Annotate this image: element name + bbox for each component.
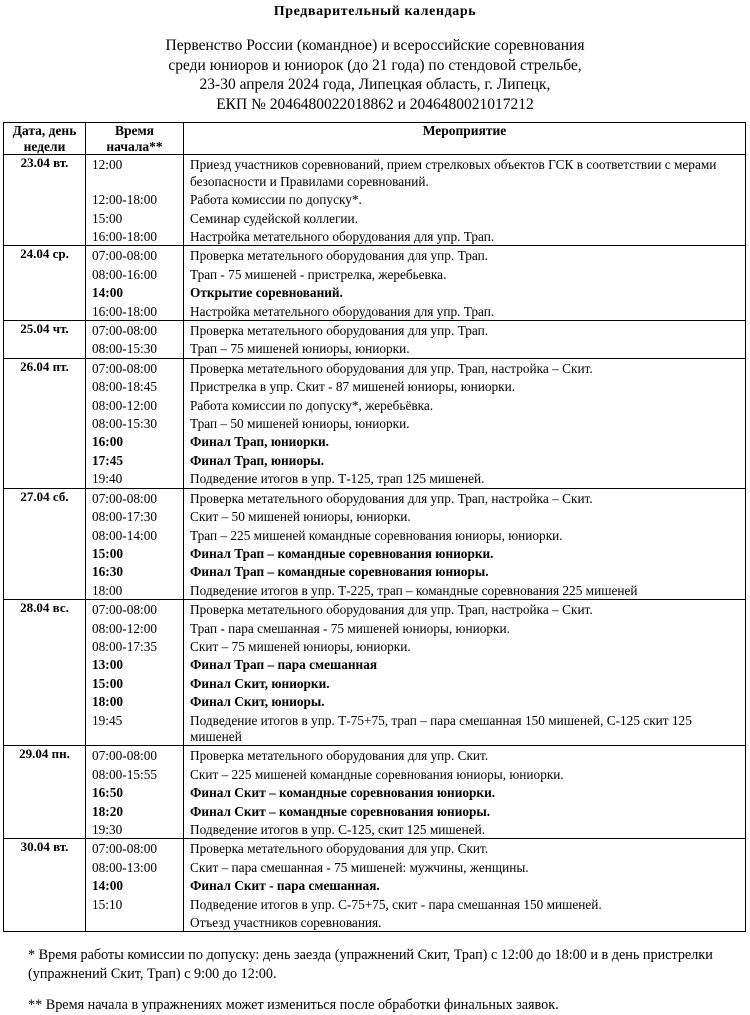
table-row — [4, 488, 746, 599]
entry-event: Финал Скит – командные соревнования юниорки. — [190, 785, 496, 801]
entry-time: 07:00-08:00 — [92, 360, 158, 376]
cell-event-list — [184, 746, 746, 839]
cell-date: 23.04 вт. — [4, 155, 86, 246]
schedule-table-head — [4, 123, 746, 155]
entry-event: Трап - пара смешанная - 75 мишеней юниоры, юниорки. — [190, 620, 510, 636]
column-header-time-line2: начала** — [106, 138, 163, 154]
cell-date: 25.04 чт. — [4, 321, 86, 359]
table-row — [4, 600, 746, 746]
cell-event-list — [184, 155, 746, 246]
entry-event: Подведение итогов в упр. С-125, скит 125 мишеней. — [190, 822, 486, 837]
entry-time — [86, 913, 183, 915]
entry-time: 08:00-14:00 — [92, 527, 158, 543]
cell-time-list — [86, 746, 184, 839]
footnote-single-asterisk: * Время работы комиссии по допуску: день заезда (упражнений Скит, Трап) с 12:00 до 18:00 и в день пристрелки (упражнений Скит, Трап) с 9:00 до 12:00. — [28, 947, 713, 983]
entry-event: Финал Скит – командные соревнования юниоры. — [190, 803, 491, 819]
entry-time: 17:45 — [92, 452, 124, 468]
cell-date: 26.04 пт. — [4, 358, 86, 488]
entry-time: 08:00-17:35 — [92, 638, 158, 654]
cell-time-list — [86, 246, 184, 321]
entry-time: 07:00-08:00 — [92, 602, 158, 618]
entry-time: 07:00-08:00 — [92, 490, 158, 506]
entry-time: 08:00-15:30 — [92, 341, 158, 357]
cell-time-list — [86, 358, 184, 488]
entry-event: Трап – 50 мишеней юниоры, юниорки. — [190, 416, 410, 432]
schedule-table-body — [4, 155, 746, 932]
entry-time: 15:10 — [92, 896, 123, 912]
cell-time-list — [86, 839, 184, 932]
entry-time: 13:00 — [92, 657, 124, 673]
entry-time: 15:00 — [92, 545, 124, 561]
entry-event: Скит – 50 мишеней юниоры, юниорки. — [190, 509, 411, 525]
entry-event: Скит – 75 мишеней юниоры, юниорки. — [190, 638, 411, 654]
entry-time: 16:50 — [92, 785, 124, 801]
cell-event-list — [184, 358, 746, 488]
entry-time: 08:00-18:45 — [92, 379, 158, 395]
entry-time: 14:00 — [92, 878, 124, 894]
cell-event-list — [184, 839, 746, 932]
entry-time: 19:30 — [92, 822, 123, 837]
entry-event: Проверка метательного оборудования для упр. Трап, настройка – Скит. — [190, 602, 593, 618]
entry-time: 08:00-12:00 — [92, 397, 158, 413]
cell-time-list — [86, 155, 184, 246]
column-header-event: Мероприятие — [184, 123, 746, 155]
entry-time: 07:00-08:00 — [92, 748, 158, 764]
cell-time-list — [86, 321, 184, 359]
entry-time: 16:00 — [92, 434, 124, 450]
entry-time: 19:40 — [92, 471, 123, 487]
entry-event: Подведение итогов в упр. Т-75+75, трап – пара смешанная 150 мишеней, С-125 скит 125 мишеней — [190, 712, 692, 744]
cell-event-list — [184, 600, 746, 746]
entry-event: Скит – 225 мишеней командные соревнования юниоры, юниорки. — [190, 766, 564, 782]
entry-event: Подведение итогов в упр. Т-125, трап 125 мишеней. — [190, 471, 485, 487]
entry-time: 16:30 — [92, 564, 124, 580]
entry-time: 07:00-08:00 — [92, 248, 158, 264]
cell-date: 28.04 вс. — [4, 600, 86, 746]
entry-time: 15:00 — [92, 210, 123, 226]
document-subtitle — [0, 36, 750, 114]
page-title: Предварительный календарь — [273, 4, 477, 19]
entry-event: Подведение итогов в упр. С-75+75, скит - пара смешанная 150 мишеней. — [190, 896, 602, 912]
entry-event: Проверка метательного оборудования для упр. Скит. — [190, 841, 489, 857]
footnotes — [0, 946, 750, 1015]
entry-event: Приезд участников соревнований, прием стрелковых объектов ГСК в соответствии с мерами безопасности и Правилами соревнований. — [190, 157, 717, 189]
entry-time: 08:00-17:30 — [92, 509, 158, 525]
entry-time: 12:00 — [92, 157, 123, 173]
entry-event: Финал Трап – командные соревнования юниорки. — [190, 545, 494, 561]
subtitle-line-1: Первенство России (командное) и всероссийские соревнования — [165, 37, 585, 54]
table-header-row — [4, 123, 746, 155]
footnote-double-asterisk: ** Время начала в упражнениях может измениться после обработки финальных заявок. — [28, 997, 559, 1014]
entry-event: Подведение итогов в упр. Т-225, трап – командные соревнования 225 мишеней — [190, 582, 638, 598]
cell-time-list — [86, 600, 184, 746]
entry-event: Скит – пара смешанная - 75 мишеней: мужчины, женщины. — [190, 859, 529, 875]
table-row — [4, 358, 746, 488]
entry-time: 08:00-12:00 — [92, 620, 158, 636]
entry-event: Проверка метательного оборудования для упр. Трап. — [190, 248, 489, 264]
entry-event: Настройка метательного оборудования для упр. Трап. — [190, 229, 495, 244]
table-row — [4, 839, 746, 932]
column-header-date-line2: недели — [23, 138, 66, 154]
column-header-date — [4, 123, 86, 155]
entry-time: 19:45 — [92, 712, 123, 728]
entry-event: Семинар судейской коллегии. — [190, 210, 358, 226]
entry-time: 08:00-13:00 — [92, 859, 158, 875]
column-header-time — [86, 123, 184, 155]
entry-event: Работа комиссии по допуску*. — [190, 192, 362, 208]
entry-time: 18:00 — [92, 582, 123, 598]
entry-time: 16:00-18:00 — [92, 228, 158, 244]
entry-event: Финал Скит, юниоры. — [190, 694, 325, 710]
entry-event: Финал Скит - пара смешанная. — [190, 878, 380, 894]
entry-time: 16:00-18:00 — [92, 303, 158, 319]
entry-event: Финал Трап – командные соревнования юниоры. — [190, 564, 489, 580]
entry-time: 08:00-15:30 — [92, 416, 158, 432]
entry-event: Финал Скит, юниорки. — [190, 675, 330, 691]
entry-event: Финал Трап, юниорки. — [190, 434, 330, 450]
column-header-date-line1: Дата, день — [12, 123, 77, 139]
entry-event: Проверка метательного оборудования для упр. Трап. — [190, 323, 489, 339]
table-row — [4, 155, 746, 246]
cell-date: 24.04 ср. — [4, 246, 86, 321]
entry-time: 14:00 — [92, 285, 124, 301]
cell-event-list — [184, 488, 746, 599]
cell-date: 30.04 вт. — [4, 839, 86, 932]
entry-event: Отъезд участников соревнования. — [190, 915, 382, 931]
entry-event: Финал Трап – пара смешанная — [190, 657, 378, 673]
entry-time: 07:00-08:00 — [92, 841, 158, 857]
subtitle-line-3: 23-30 апреля 2024 года, Липецкая область, г. Липецк, — [199, 76, 551, 94]
entry-event: Трап – 75 мишеней юниоры, юниорки. — [190, 341, 410, 357]
entry-event: Проверка метательного оборудования для упр. Скит. — [190, 748, 489, 764]
entry-time: 12:00-18:00 — [92, 192, 158, 208]
entry-time: 18:20 — [92, 803, 124, 819]
entry-time: 15:00 — [92, 675, 124, 691]
table-row — [4, 246, 746, 321]
entry-event: Работа комиссии по допуску*, жеребьёвка. — [190, 397, 434, 413]
entry-event: Трап - 75 мишеней - пристрелка, жеребьевка. — [190, 266, 447, 282]
entry-event: Проверка метательного оборудования для упр. Трап, настройка – Скит. — [190, 490, 593, 506]
cell-event-list — [184, 321, 746, 359]
subtitle-line-2: среди юниоров и юниорок (до 21 года) по стендовой стрельбе, — [168, 56, 582, 74]
table-row — [4, 746, 746, 839]
entry-event: Финал Трап, юниоры. — [190, 452, 325, 468]
entry-time: 08:00-15:55 — [92, 766, 158, 782]
cell-time-list — [86, 488, 184, 599]
subtitle-line-4: ЕКП № 2046480022018862 и 2046480021017212 — [216, 95, 534, 113]
entry-event: Проверка метательного оборудования для упр. Трап, настройка – Скит. — [190, 360, 593, 376]
cell-event-list — [184, 246, 746, 321]
entry-event: Открытие соревнований. — [190, 285, 343, 301]
column-header-time-line1: Время — [114, 123, 154, 139]
schedule-table — [3, 122, 746, 932]
cell-date: 29.04 пн. — [4, 746, 86, 839]
entry-event: Настройка метательного оборудования для упр. Трап. — [190, 303, 495, 319]
entry-time: 07:00-08:00 — [92, 323, 158, 339]
entry-time: 18:00 — [92, 694, 124, 710]
table-row — [4, 321, 746, 359]
entry-time: 08:00-16:00 — [92, 266, 158, 282]
entry-event: Пристрелка в упр. Скит - 87 мишеней юниоры, юниорки. — [190, 379, 516, 395]
cell-date: 27.04 сб. — [4, 488, 86, 599]
entry-event: Трап – 225 мишеней командные соревнования юниоры, юниорки. — [190, 527, 563, 543]
